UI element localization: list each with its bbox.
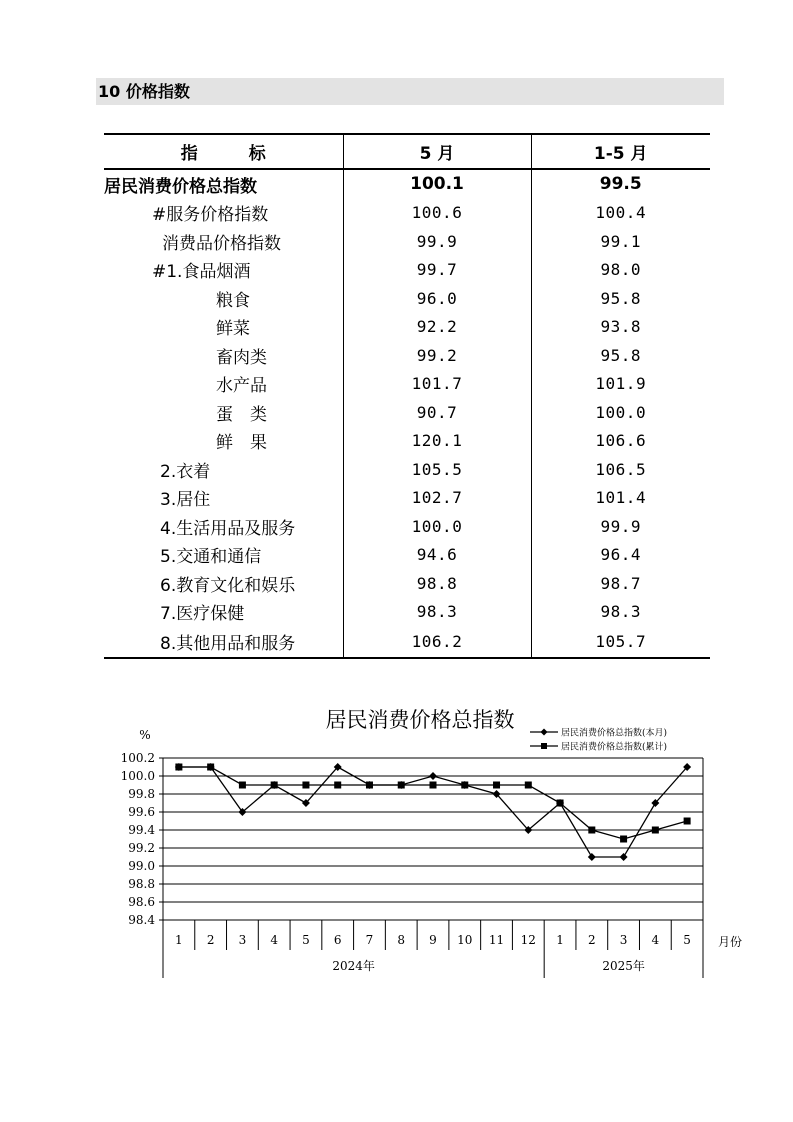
- x-tick-label: 12: [520, 933, 536, 947]
- table-row: [104, 341, 710, 370]
- row-label-cell: [104, 313, 343, 342]
- data-point-cumulative: [620, 836, 627, 843]
- x-tick-label: 3: [238, 933, 247, 947]
- data-point-cumulative: [334, 782, 341, 789]
- row-label-cell: [104, 341, 343, 370]
- row-label: 鲜 果: [216, 433, 267, 454]
- header-jan-may: 1-5 月: [531, 134, 710, 169]
- x-tick-label: 1: [556, 933, 564, 947]
- jan-may-value: 106.6: [531, 427, 710, 456]
- data-point-cumulative: [366, 782, 373, 789]
- row-label: 7.医疗保健: [160, 604, 245, 625]
- row-label-cell: [104, 541, 343, 570]
- table-row: [104, 370, 710, 399]
- may-value: 99.9: [343, 227, 531, 256]
- data-point-monthly: [588, 853, 596, 861]
- row-label: 鲜菜: [216, 319, 250, 340]
- data-point-cumulative: [175, 764, 182, 771]
- data-point-cumulative: [271, 782, 278, 789]
- jan-may-value: 100.4: [531, 199, 710, 228]
- may-value: 98.8: [343, 569, 531, 598]
- row-label: 3.居住: [160, 490, 211, 511]
- may-value: 106.2: [343, 626, 531, 658]
- row-label: 2.衣着: [160, 461, 211, 482]
- x-tick-label: 9: [429, 933, 437, 947]
- y-tick-label: 99.6: [128, 805, 155, 819]
- row-label-cell: [104, 398, 343, 427]
- data-point-monthly: [429, 772, 437, 780]
- table-row: [104, 227, 710, 256]
- row-label: 蛋 类: [216, 404, 267, 425]
- legend-label: 居民消费价格总指数(累计): [561, 742, 668, 753]
- row-label: 6.教育文化和娱乐: [160, 575, 296, 596]
- table-row: [104, 512, 710, 541]
- y-tick-label: 98.6: [128, 895, 155, 909]
- table-row: [104, 199, 710, 228]
- table-row: [104, 427, 710, 456]
- data-point-cumulative: [493, 782, 500, 789]
- may-value: 92.2: [343, 313, 531, 342]
- y-tick-label: 99.0: [128, 859, 155, 873]
- jan-may-value: 99.5: [531, 169, 710, 199]
- table-row: [104, 569, 710, 598]
- may-value: 99.2: [343, 341, 531, 370]
- legend-label: 居民消费价格总指数(本月): [561, 728, 668, 739]
- data-point-cumulative: [525, 782, 532, 789]
- table-row: [104, 313, 710, 342]
- table-row: [104, 455, 710, 484]
- x-tick-label: 5: [302, 933, 310, 947]
- may-value: 94.6: [343, 541, 531, 570]
- jan-may-value: 98.3: [531, 598, 710, 627]
- jan-may-value: 100.0: [531, 398, 710, 427]
- row-label: 5.交通和通信: [160, 547, 262, 568]
- x-tick-label: 2: [588, 933, 596, 947]
- section-title: 10 价格指数: [96, 78, 724, 105]
- row-label-cell: [104, 427, 343, 456]
- data-point-cumulative: [302, 782, 309, 789]
- x-tick-label: 6: [333, 933, 342, 947]
- data-point-cumulative: [684, 818, 691, 825]
- y-tick-label: 99.4: [128, 823, 155, 837]
- table-row: [104, 169, 710, 199]
- x-tick-label: 8: [397, 933, 406, 947]
- x-tick-label: 5: [683, 933, 691, 947]
- table-row: [104, 598, 710, 627]
- table-row: [104, 284, 710, 313]
- jan-may-value: 98.7: [531, 569, 710, 598]
- y-tick-label: 99.8: [128, 787, 155, 801]
- legend-marker-diamond: [541, 729, 548, 736]
- x-tick-label: 11: [488, 933, 505, 947]
- may-value: 101.7: [343, 370, 531, 399]
- x-axis-unit: 月份: [717, 935, 743, 949]
- y-axis-unit: %: [139, 728, 151, 742]
- year-label: 2025年: [602, 959, 645, 973]
- x-tick-label: 3: [619, 933, 628, 947]
- jan-may-value: 99.1: [531, 227, 710, 256]
- jan-may-value: 93.8: [531, 313, 710, 342]
- may-value: 102.7: [343, 484, 531, 513]
- jan-may-value: 106.5: [531, 455, 710, 484]
- row-label: 居民消费价格总指数: [104, 176, 257, 197]
- y-tick-label: 100.2: [120, 751, 155, 765]
- row-label-cell: [104, 227, 343, 256]
- year-label: 2024年: [332, 959, 375, 973]
- row-label-cell: [104, 626, 343, 658]
- x-tick-label: 7: [365, 933, 374, 947]
- data-point-cumulative: [461, 782, 468, 789]
- y-tick-label: 98.4: [128, 913, 155, 927]
- row-label: 消费品价格指数: [162, 233, 281, 254]
- row-label-cell: [104, 370, 343, 399]
- table-row: [104, 256, 710, 285]
- y-tick-label: 100.0: [120, 769, 155, 783]
- jan-may-value: 99.9: [531, 512, 710, 541]
- row-label-cell: [104, 199, 343, 228]
- table-row: [104, 541, 710, 570]
- jan-may-value: 101.9: [531, 370, 710, 399]
- row-label-cell: [104, 512, 343, 541]
- may-value: 99.7: [343, 256, 531, 285]
- row-label-cell: [104, 169, 343, 199]
- row-label-cell: [104, 569, 343, 598]
- row-label: #1.食品烟酒: [152, 262, 251, 283]
- table-header-row: [104, 134, 710, 169]
- may-value: 105.5: [343, 455, 531, 484]
- price-index-table: [104, 133, 710, 659]
- table-row: [104, 626, 710, 658]
- row-label: 8.其他用品和服务: [160, 634, 296, 654]
- may-value: 98.3: [343, 598, 531, 627]
- x-tick-label: 10: [457, 933, 473, 947]
- jan-may-value: 96.4: [531, 541, 710, 570]
- data-point-monthly: [620, 853, 628, 861]
- jan-may-value: 98.0: [531, 256, 710, 285]
- chart-title: 居民消费价格总指数: [325, 708, 515, 732]
- data-point-cumulative: [588, 827, 595, 834]
- row-label: 水产品: [216, 376, 267, 397]
- data-point-cumulative: [652, 827, 659, 834]
- row-label: 粮食: [216, 290, 250, 311]
- may-value: 96.0: [343, 284, 531, 313]
- row-label: 畜肉类: [216, 347, 267, 368]
- header-may: 5 月: [343, 134, 531, 169]
- jan-may-value: 95.8: [531, 341, 710, 370]
- may-value: 100.6: [343, 199, 531, 228]
- table-row: [104, 398, 710, 427]
- row-label: 4.生活用品及服务: [160, 518, 296, 539]
- x-tick-label: 1: [175, 933, 183, 947]
- row-label-cell: [104, 598, 343, 627]
- data-point-cumulative: [557, 800, 564, 807]
- table-row: [104, 484, 710, 513]
- x-tick-label: 4: [270, 933, 278, 947]
- jan-may-value: 101.4: [531, 484, 710, 513]
- data-point-cumulative: [430, 782, 437, 789]
- may-value: 100.0: [343, 512, 531, 541]
- data-point-cumulative: [398, 782, 405, 789]
- cpi-line-chart: [0, 690, 793, 990]
- row-label-cell: [104, 455, 343, 484]
- header-indicator: 指 标: [104, 134, 343, 169]
- row-label-cell: [104, 284, 343, 313]
- x-tick-label: 4: [651, 933, 660, 947]
- x-tick-label: 2: [206, 933, 215, 947]
- row-label: #服务价格指数: [152, 205, 269, 226]
- y-tick-label: 98.8: [128, 877, 155, 891]
- legend-marker-square: [541, 743, 547, 749]
- y-tick-label: 99.2: [128, 841, 155, 855]
- jan-may-value: 95.8: [531, 284, 710, 313]
- may-value: 90.7: [343, 398, 531, 427]
- jan-may-value: 105.7: [531, 626, 710, 658]
- row-label-cell: [104, 256, 343, 285]
- may-value: 100.1: [343, 169, 531, 199]
- may-value: 120.1: [343, 427, 531, 456]
- row-label-cell: [104, 484, 343, 513]
- data-point-cumulative: [207, 764, 214, 771]
- data-point-cumulative: [239, 782, 246, 789]
